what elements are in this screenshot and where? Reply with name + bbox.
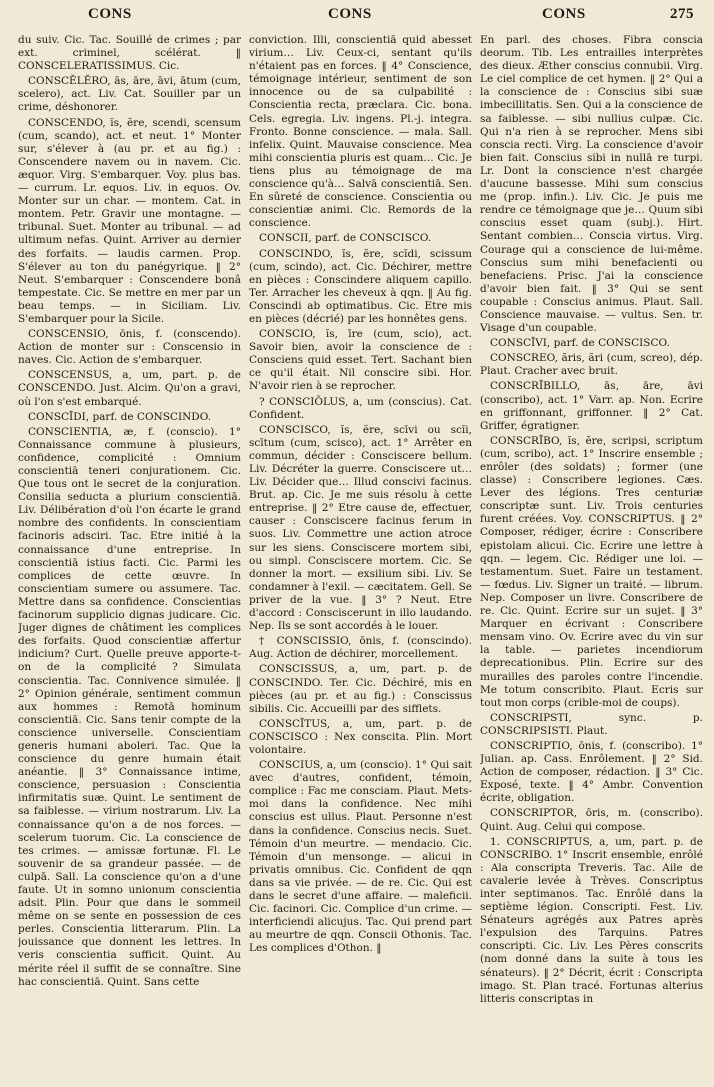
page-number: 275 bbox=[670, 6, 694, 22]
dictionary-entry: CONSCIENTIA, æ, f. (conscio). 1° Connaissance commune à plusieurs, confidence, complicité : Omnium conscientiā teneri conjurationem. Cic. Que tous ont le secret de la conjuration. Consilia seducta a plurium conscientiā. Liv. Délibération d'où l'on écarte le grand nombre des confidents. In conscientiam facinoris adsciri. Tac. Etre initié à la connaissance d'une entreprise. In conscientiā istius facti. Cic. Parmi les complices de cette œuvre. In conscientiam sumere ou assumere. Tac. Mettre dans sa confidence. Conscientias facinorum supplicio dignas judicare. Cic. Juger dignes de châtiment les complices des forfaits. Quod conscientiæ affertur indicium? Curt. Quelle preuve apporte-t-on de la complicité ? Simulata conscientia. Tac. Connivence simulée. ‖ 2° Opinion générale, sentiment commun aux hommes : Remotā hominum conscientiā. Cic. Sans tenir compte de la conscience universelle. Conscientiam generis humani aboleri. Tac. Que la conscience du genre humain était anéantie. ‖ 3° Connaissance intime, conscience, persuasion : Conscientia infirmitatis suæ. Quint. Le sentiment de sa faiblesse. — virium nostrarum. Liv. La connaissance qu'on a de nos forces. — scelerum tuorum. Cic. La conscience de tes crimes. — amissæ fortunæ. Fl. Le souvenir de sa grandeur passée. — de culpā. Sall. La conscience qu'on a d'une faute. Ut in somno unionum conscientia adsit. Plin. Pour que dans le sommeil même on se sente en possession de ces perles. Conscientia litterarum. Plin. La jouissance que donnent les lettres. In veris conscientia sufficit. Quint. Au mérite réel il suffit de se connaître. Sine hac conscientiā. Quint. Sans cette bbox=[18, 425, 241, 988]
dictionary-entry: CONSCIUS, a, um (conscio). 1° Qui sait avec d'autres, confident, témoin, complice : Fac me consciam. Plaut. Mets-moi dans la confidence. Nec mihi conscius est ullus. Plaut. Personne n'est dans la confidence. Conscius necis. Suet. Témoin d'un meurtre. — mendacio. Cic. Témoin d'un mensonge. — alicui in privatis omnibus. Cic. Confident de qqn dans sa vie privée. — de re. Cic. Qui est dans le secret d'une affaire. — maleficii. Cic. facinori. Cic. Complice d'un crime. — interficiendi alicujus. Tac. Qui prend part au meurtre de qqn. Conscii Othonis. Tac. Les complices d'Othon. ‖ bbox=[249, 759, 472, 955]
dictionary-entry: CONSCREO, ăris, ări (cum, screo), dép. Plaut. Cracher avec bruit. bbox=[480, 352, 703, 378]
dictionary-entry: CONSCRIPSTI, sync. p. CONSCRIPSISTI. Plaut. bbox=[480, 711, 703, 737]
dictionary-entry: CONSCĔLĔRO, ās, āre, āvi, ātum (cum, scelero), act. Liv. Cat. Souiller par un crime, déshonorer. bbox=[18, 75, 241, 114]
dictionary-entry: CONSCIO, ĭs, īre (cum, scio), act. Savoir bien, avoir la conscience de : Consciens quid esset. Tert. Sachant bien ce qu'il était. Nil conscire sibi. Hor. N'avoir rien à se reprocher. bbox=[249, 328, 472, 393]
running-head-right: CONS bbox=[542, 6, 586, 22]
dictionary-entry: CONSCENDO, ĭs, ĕre, scendi, scensum (cum, scando), act. et neut. 1° Monter sur, s'élever à (au pr. et au fig.) : Conscendere navem ou in navem. Cic. æquor. Virg. S'embarquer. Voy. plus bas. — currum. Lr. equos. Liv. in equos. Ov. Monter sur un char. — montem. Cat. in montem. Petr. Gravir une montagne. — tribunal. Suet. Monter au tribunal. — ad ultimum nefas. Quint. Arriver au dernier des forfaits. — laudis carmen. Prop. S'élever au ton du panégyrique. ‖ 2° Neut. S'embarquer : Conscendere bonâ tempestate. Cic. Se mettre en mer par un beau temps. — in Siciliam. Liv. S'embarquer pour la Sicile. bbox=[18, 116, 241, 325]
dictionary-entry: CONSCRĪBILLO, ās, āre, āvi (conscribo), act. 1° Varr. ap. Non. Ecrire en griffonnant, griffonner. ‖ 2° Cat. Griffer, égratigner. bbox=[480, 380, 703, 432]
column-3 bbox=[480, 34, 703, 1080]
dictionary-entry: En parl. des choses. Fibra conscia deorum. Tib. Les entrailles interprètes des dieux. Æther conscius connubii. Virg. Le ciel complice de cet hymen. ‖ 2° Qui a la conscience de : Conscius sibi suæ imbecillitatis. Sen. Qui a la conscience de sa faiblesse. — sibi nullius culpæ. Cic. Qui n'a rien à se reprocher. Mens sibi conscia recti. Virg. La conscience d'avoir bien fait. Conscius sibi in nullā re turpi. Lr. Dont la conscience n'est chargée d'aucune bassesse. Mihi sum conscius me (prop. infin.). Liv. Cic. Je puis me rendre ce témoignage que je… Quum sibi conscius esset quam (subj.). Hirt. Sentant combien… Conscia virtus. Virg. Courage qui a conscience de lui-même. Conscius sum mihi benefacienti ou benefaciens. Prisc. J'ai la conscience d'avoir bien fait. ‖ 3° Qui se sent coupable : Conscius animus. Plaut. Sall. Conscience mauvaise. — vultus. Sen. tr. Visage d'un coupable. bbox=[480, 34, 703, 335]
dictionary-entry: CONSCISCO, ĭs, ĕre, scīvi ou scĭi, scītum (cum, scisco), act. 1° Arrêter en commun, décider : Consciscere bellum. Liv. Décréter la guerre. Consciscere ut… Liv. Décider que… Illud conscivi facinus. Brut. ap. Cic. Je me suis résolu à cette entreprise. ‖ 2° Etre cause de, effectuer, causer : Consciscere facinus ferum in suos. Liv. Commettre une action atroce sur les siens. Consciscere mortem sibi, ou simpl. Consciscere mortem. Cic. Se donner la mort. — exsilium sibi. Liv. Se condamner à l'exil. — cæcitatem. Gell. Se priver de la vue. ‖ 3° ? Neut. Etre d'accord : Consciscerunt in illo laudando. Nep. Ils se sont accordés à le louer. bbox=[249, 423, 472, 633]
column-1 bbox=[18, 34, 241, 1080]
dictionary-entry: CONSCENSIO, ōnis, f. (conscendo). Action de monter sur : Conscensio in naves. Cic. Action de s'embarquer. bbox=[18, 328, 241, 367]
running-head-middle: CONS bbox=[328, 6, 372, 22]
dictionary-entry: CONSCRIPTOR, ōris, m. (conscribo). Quint. Aug. Celui qui compose. bbox=[480, 807, 703, 833]
text-columns bbox=[18, 34, 704, 1080]
dictionary-entry: conviction. Illi, conscientiā quid abesset virium… Liv. Ceux-ci, sentant qu'ils n'étaient pas en forces. ‖ 4° Conscience, témoignage intérieur, sentiment de son innocence ou de sa culpabilité : Conscientia recta, præclara. Cic. bona. Cels. egregia. Liv. ingens. Pl.-j. integra. Fronto. Bonne conscience. — mala. Sall. infelix. Quint. Mauvaise conscience. Mea mihi conscientia pluris est quam… Cic. Je tiens plus au témoignage de ma conscience qu'à… Salvā conscientiā. Sen. En sûreté de conscience. Conscientia ou conscientiæ animi. Cic. Remords de la conscience. bbox=[249, 34, 472, 230]
dictionary-entry: † CONSCISSIO, ōnis, f. (conscindo). Aug. Action de déchirer, morcellement. bbox=[249, 635, 472, 661]
dictionary-entry: 1. CONSCRIPTUS, a, um, part. p. de CONSCRIBO. 1° Inscrit ensemble, enrôlé : Ala conscripta Treveris. Tac. Aile de cavalerie levée à Trèves. Conscriptus inter septimanos. Tac. Enrôlé dans la septième légion. Conscripti. Fest. Liv. Sénateurs agrégés aux Patres après l'expulsion des Tarquins. Patres conscripti. Cic. Liv. Les Pères conscrits (nom donné dans la suite à tous les sénateurs). ‖ 2° Décrit, écrit : Conscripta imago. St. Plan tracé. Fortunas alterius litteris conscriptas in bbox=[480, 835, 703, 1005]
dictionary-entry: CONSCENSUS, a, um, part. p. de CONSCENDO. Just. Alcim. Qu'on a gravi, où l'on s'est embarqué. bbox=[18, 369, 241, 408]
running-header bbox=[0, 6, 714, 28]
dictionary-entry: ? CONSCIŎLUS, a, um (conscius). Cat. Confident. bbox=[249, 395, 472, 421]
dictionary-entry: CONSCII, parf. de CONSCISCO. bbox=[259, 232, 432, 245]
dictionary-entry: CONSCĪVI, parf. de CONSCISCO. bbox=[490, 337, 670, 350]
dictionary-entry: CONSCRIPTIO, ōnis, f. (conscribo). 1° Julian. ap. Cass. Enrôlement. ‖ 2° Sid. Action de composer, rédaction. ‖ 3° Cic. Exposé, texte. ‖ 4° Ambr. Convention écrite, obligation. bbox=[480, 739, 703, 805]
dictionary-entry: du suiv. Cic. Tac. Souillé de crimes ; par ext. criminel, scélérat. ‖ CONSCELERATISSIMUS. Cic. bbox=[18, 34, 241, 73]
dictionary-entry: CONSCINDO, ĭs, ĕre, scĭdi, scissum (cum, scindo), act. Cic. Déchirer, mettre en pièces : Conscindere aliquem capillo. Ter. Arracher les cheveux à qqn. ‖ Au fig. Conscindi ab optimatibus. Cic. Etre mis en pièces (décrié) par les honnêtes gens. bbox=[249, 247, 472, 325]
running-head-left: CONS bbox=[88, 6, 132, 22]
dictionary-entry: CONSCISSUS, a, um, part. p. de CONSCINDO. Ter. Cic. Déchiré, mis en pièces (au pr. et au fig.) : Conscissus sibilis. Cic. Accueilli par des sifflets. bbox=[249, 663, 472, 715]
column-2 bbox=[249, 34, 472, 1080]
dictionary-entry: CONSCĪDI, parf. de CONSCINDO. bbox=[28, 410, 212, 423]
dictionary-entry: CONSCĪTUS, a, um, part. p. de CONSCISCO : Nex conscita. Plin. Mort volontaire. bbox=[249, 717, 472, 756]
dictionary-entry: CONSCRĪBO, ĭs, ĕre, scripsi, scriptum (cum, scribo), act. 1° Inscrire ensemble ; enrôler (des soldats) ; former (une classe) : Conscribere legiones. Cæs. Lever des légions. Tres centuriæ conscriptæ sunt. Liv. Trois centuries furent créées. Voy. CONSCRIPTUS. ‖ 2° Composer, rédiger, écrire : Conscribere epistolam alicui. Cic. Ecrire une lettre à qqn. — legem. Cic. Rédiger une loi. — testamentum. Suet. Faire un testament. — fœdus. Liv. Signer un traité. — librum. Nep. Composer un livre. Conscribere de re. Cic. Quint. Ecrire sur un sujet. ‖ 3° Marquer en écrivant : Conscribere mensam vino. Ov. Ecrire avec du vin sur la table. — parietes incendiorum deprecationibus. Plin. Ecrire sur des murailles des paroles contre l'incendie. Me totum conscribito. Plaut. Ecris sur tout mon corps (crible-moi de coups). bbox=[480, 434, 703, 709]
